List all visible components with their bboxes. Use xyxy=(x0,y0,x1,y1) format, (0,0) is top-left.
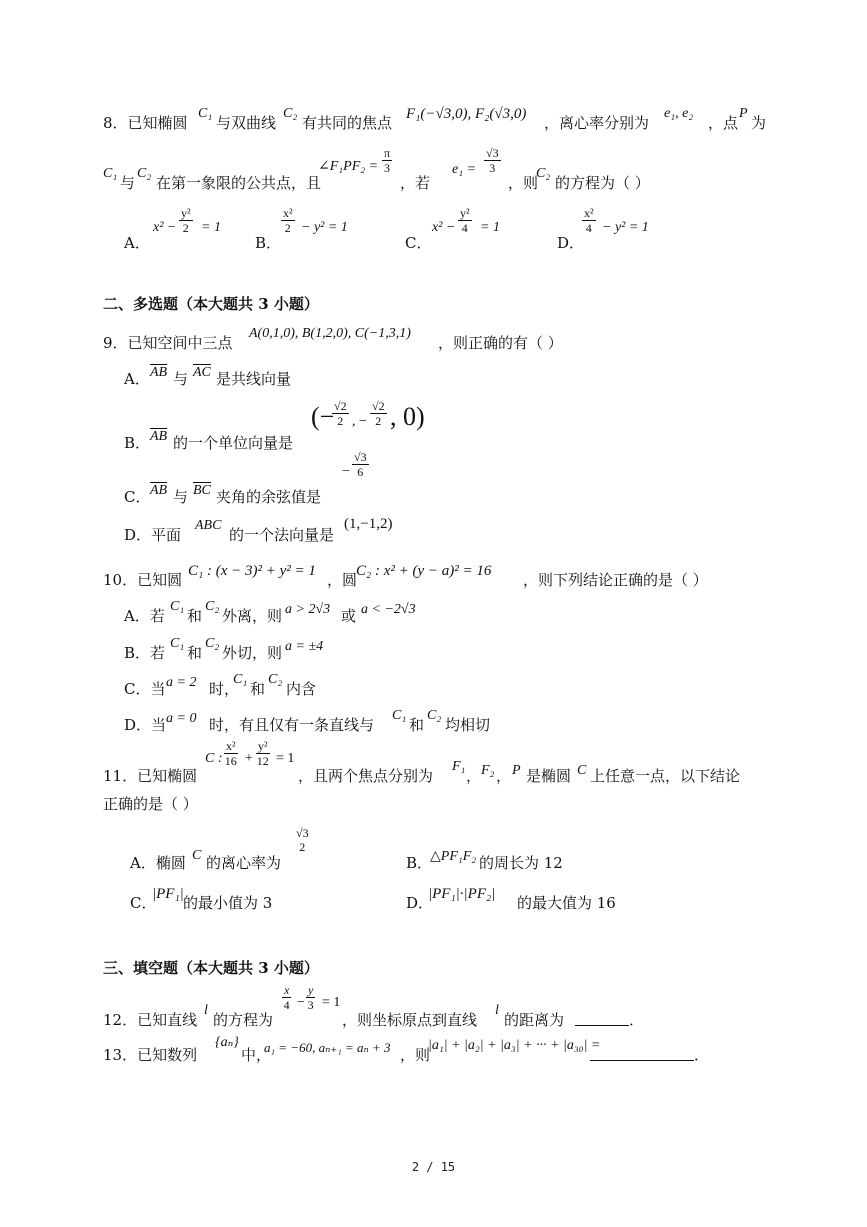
q11-option-d[interactable]: D． xyxy=(406,894,434,912)
q8-option-c[interactable]: C． xyxy=(405,234,432,252)
q9-option-a[interactable]: A． $\overline{AB}$ 与 $\overline{AC}$ 是共线向量 xyxy=(124,365,292,388)
q8-option-d[interactable]: D． xyxy=(557,234,585,252)
q9-stem: 9．已知空间中三点 A(0,1,0), B(1,2,0), C(−1,3,1) ，则正确的有（ ） xyxy=(103,326,563,352)
q8-line-2: C₁ 与 C₂ 在第一象限的公共点，且 ∠F₁PF₂ = $\frac{\pi}{3}$ ，若 e₁ = $\frac{√3}{3}$ ，则 C₂ 的方程为（ ） xyxy=(103,146,650,192)
q10-option-a[interactable]: A．若 C₁ 和 C₂ 外离，则 a > 2√3 或 a < −2√3 xyxy=(124,599,416,625)
section-2-heading: 二、多选题（本大题共 3 小题） xyxy=(103,295,319,313)
q8-e1-fraction: $\frac{√3}{3}$ xyxy=(486,146,499,175)
q9-option-d[interactable]: D．平面 ABC 的一个法向量是 (1,−1,2) xyxy=(124,516,393,544)
q10-option-d[interactable]: D．当 a = 0 时，有且仅有一条直线与 C₁ 和 C₂ 均相切 xyxy=(124,708,491,734)
q8-angle-fraction: $\frac{\pi}{3}$ xyxy=(384,146,391,175)
section-3-heading: 三、填空题（本大题共 3 小题） xyxy=(103,959,319,977)
q8-options: A． x² − $\frac{\text{y²}}{2}$ = 1 B． $\frac{\text{x²}}{2}$ − y² = 1 C． x² − $\frac{\text{y²}}{4}$ = 1 D． $\frac{\text{x²}}{4}$ − y² = 1 xyxy=(124,206,649,252)
q12-answer-blank[interactable] xyxy=(575,1011,629,1026)
q11-line-2: 正确的是（ ） xyxy=(103,795,198,813)
q11-line-1: 11．已知椭圆 C : $\frac{\text{x²}}{16}$ + $\frac{\text{y²}}{12}$ = 1 ，且两个焦点分别为 F₁ ， F₂ ， P 是椭圆 C 上任意一点，以下结论 xyxy=(103,739,741,785)
q9-option-b[interactable]: B． $\overline{AB}$ 的一个单位向量是 (− $\frac{√2}{2}$ , − $\frac{√2}{2}$ , 0) xyxy=(124,399,425,452)
page-number: 2 / 15 xyxy=(411,1160,456,1174)
q12: 12．已知直线 l 的方程为 $\frac{x}{4}$ − $\frac{y}{3}$ = 1 ，则坐标原点到直线 l 的距离为 ． xyxy=(103,983,645,1029)
q10-stem: 10．已知圆 C₁ : (x − 3)² + y² = 1 ，圆 C₂ : x² + (y − a)² = 16 ，则下列结论正确的是（ ） xyxy=(103,563,708,589)
q8-line-1: 8．已知椭圆 C₁ 与双曲线 C₂ 有共同的焦点 F₁(−√3,0), F₂(√3,0) ，离心率分别为 e₁, e₂ ，点 P 为 xyxy=(103,106,767,132)
q10-option-b[interactable]: B．若 C₁ 和 C₂ 外切，则 a = ±4 xyxy=(124,636,324,662)
q11-option-b[interactable]: B． xyxy=(406,854,433,872)
q11-options-row-2: C． |PF₁| 的最小值为 3 D． |PF₁|·|PF₂| 的最大值为 16 xyxy=(130,886,616,912)
q10-option-c[interactable]: C．当 a = 2 时， C₁ 和 C₂ 内含 xyxy=(124,672,317,698)
q11-option-a[interactable]: A．椭圆 xyxy=(130,854,186,872)
q11-option-c[interactable]: C． xyxy=(130,894,157,912)
q13-answer-blank[interactable] xyxy=(590,1046,694,1061)
q8-option-b[interactable]: B． xyxy=(255,234,282,252)
q11-options-row-1: A．椭圆 C 的离心率为 √3 2 B． △PF₁F₂ 的周长为 12 xyxy=(130,826,563,872)
q8-option-a[interactable]: A． xyxy=(124,234,150,252)
q9-option-c[interactable]: C． $\overline{AB}$ 与 $\overline{BC}$ 夹角的余弦值是 − $\frac{√3}{6}$ xyxy=(124,450,367,506)
q13: 13．已知数列 {aₙ} 中， a₁ = −60, aₙ₊₁ = aₙ + 3 ，则 |a₁| + |a₂| + |a₃| + ··· + |a₃₀| = ． xyxy=(103,1035,710,1064)
